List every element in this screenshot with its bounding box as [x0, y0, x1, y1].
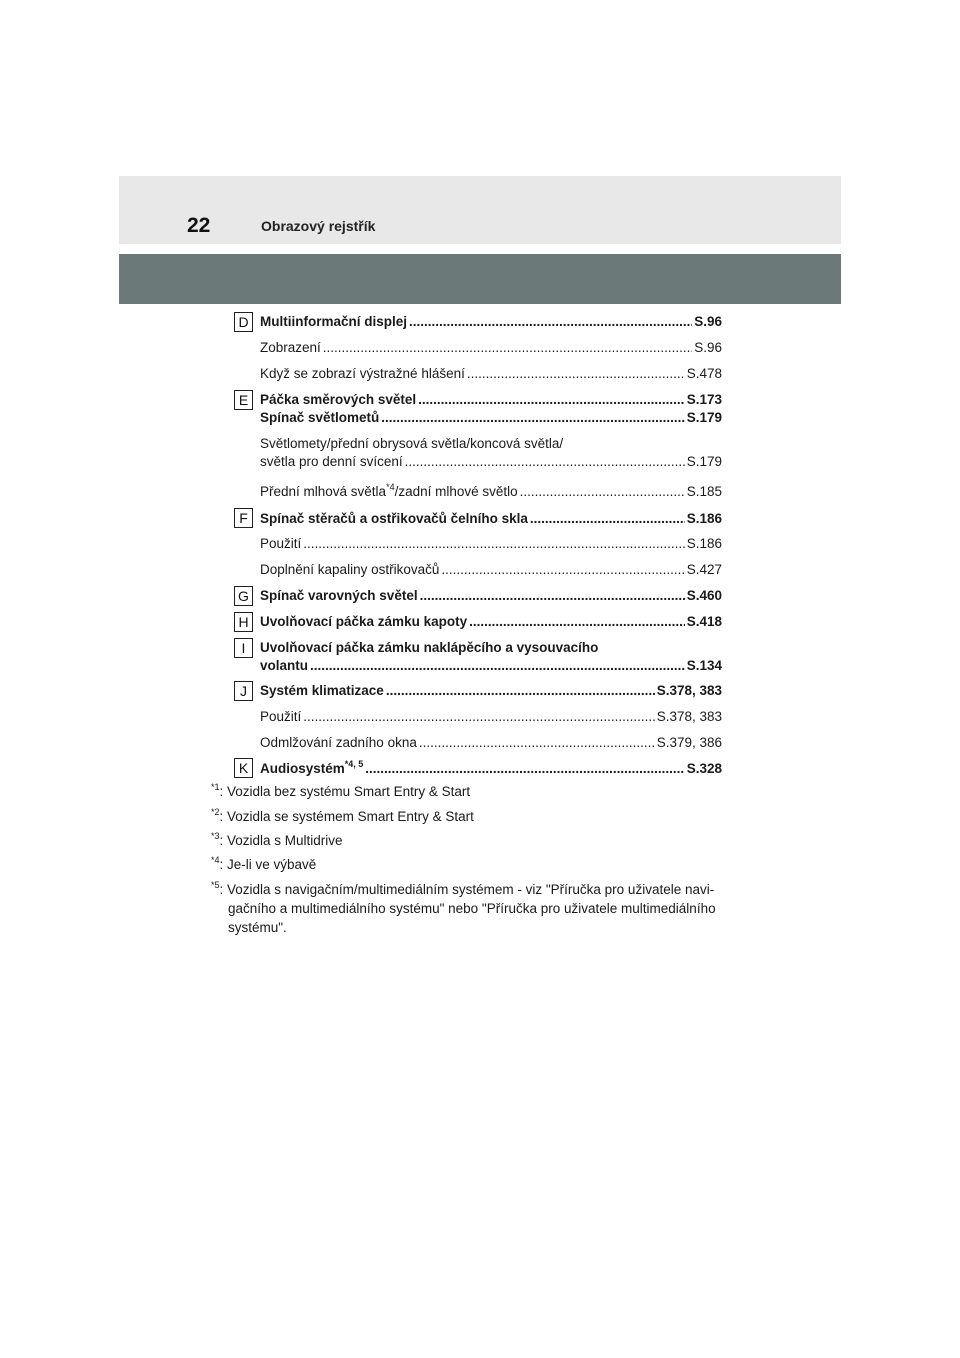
entry-title: Doplnění kapaliny ostřikovačů	[260, 562, 440, 577]
section-letter-g: G	[234, 586, 253, 606]
entry-page: S.379, 386	[656, 735, 722, 750]
section-letter-k: K	[234, 758, 253, 778]
entry-page: S.186	[686, 511, 722, 526]
entry-title-line1: Uvolňovací páčka zámku naklápěcího a vysouvacího	[260, 640, 599, 655]
section-letter-i: I	[234, 638, 253, 658]
footnote-text-cont: systému".	[228, 920, 287, 935]
index-entry[interactable]	[260, 409, 722, 426]
entry-page: S.186	[686, 536, 722, 551]
index-subentry[interactable]	[260, 435, 722, 470]
entry-title: Audiosystém	[260, 761, 345, 776]
entry-title: Přední mlhová světla	[260, 484, 387, 499]
footnote-mark: *5	[211, 879, 220, 890]
index-entry[interactable]	[260, 639, 722, 674]
entry-title: Odmlžování zadního okna	[260, 735, 417, 750]
entry-title: Multiinformační displej	[260, 314, 408, 329]
entry-title: Zobrazení	[260, 340, 321, 355]
entry-title-line1: Světlomety/přední obrysová světla/koncová světla/	[260, 436, 564, 451]
index-subentry[interactable]	[260, 365, 722, 382]
entry-page: S.173	[686, 392, 722, 407]
index-subentry[interactable]	[260, 535, 722, 552]
footnote	[211, 782, 771, 801]
entry-page: S.427	[686, 562, 722, 577]
index-entry[interactable]	[260, 613, 722, 630]
entry-page: S.328	[686, 761, 722, 776]
entry-title: volantu	[260, 658, 309, 673]
page-header	[119, 176, 841, 244]
entry-title: Spínač stěračů a ostřikovačů čelního skla	[260, 511, 528, 526]
index-subentry[interactable]	[260, 734, 722, 751]
entry-page: S.185	[686, 484, 722, 499]
entry-title: Použití	[260, 536, 302, 551]
footnote-text: : Vozidla bez systému Smart Entry & Start	[219, 784, 471, 799]
entry-page: S.478	[686, 366, 722, 381]
index-subentry[interactable]	[260, 339, 722, 356]
index-entry[interactable]	[260, 587, 722, 604]
footnote-mark: *1	[211, 781, 220, 792]
entry-title: Použití	[260, 709, 302, 724]
entry-page: S.96	[694, 314, 722, 329]
section-letter-j: J	[234, 681, 253, 701]
index-subentry[interactable]	[260, 483, 722, 500]
index-entry[interactable]	[260, 313, 722, 330]
entry-title: světla pro denní svícení	[260, 454, 403, 469]
page-number: 22	[187, 214, 211, 237]
footnote-mark: *2	[211, 806, 220, 817]
index-entry[interactable]	[260, 510, 722, 527]
index-subentry[interactable]	[260, 561, 722, 578]
entry-title: Spínač světlometů	[260, 410, 380, 425]
footnote	[211, 855, 771, 874]
footnote-text: : Vozidla s navigačním/multimediálním systémem - viz "Příručka pro uživatele navi-	[219, 882, 715, 897]
entry-title: Uvolňovací páčka zámku kapoty	[260, 614, 468, 629]
chapter-title: Obrazový rejstřík	[261, 218, 376, 234]
footnote-ref: *4, 5	[344, 758, 364, 769]
entry-title: Páčka směrových světel	[260, 392, 417, 407]
footnote	[211, 831, 771, 850]
entry-page: S.96	[694, 340, 722, 355]
footnote-text-cont: gačního a multimediálního systému" nebo "Příručka pro uživatele multimediálního	[228, 901, 716, 916]
entry-title: Když se zobrazí výstražné hlášení	[260, 366, 465, 381]
footnote-text: : Vozidla se systémem Smart Entry & Start	[219, 809, 474, 824]
footnote-mark: *3	[211, 830, 220, 841]
entry-page: S.179	[686, 454, 722, 469]
section-letter-h: H	[234, 612, 253, 632]
entry-title: Systém klimatizace	[260, 683, 384, 698]
index-entry[interactable]	[260, 682, 722, 699]
footnote-mark: *4	[211, 854, 220, 865]
section-letter-f: F	[234, 508, 253, 528]
entry-page: S.179	[686, 410, 722, 425]
entry-page: S.134	[686, 658, 722, 673]
index-entry[interactable]	[260, 391, 722, 408]
entry-page: S.378, 383	[656, 683, 722, 698]
footnote	[211, 880, 771, 937]
section-letter-e: E	[234, 390, 253, 410]
entry-page: S.460	[686, 588, 722, 603]
footnote-ref: *4	[386, 481, 395, 492]
header-band	[119, 254, 841, 304]
entry-title-cont: /zadní mlhové světlo	[394, 484, 518, 499]
footnote-text: : Je-li ve výbavě	[219, 857, 317, 872]
entry-page: S.418	[686, 614, 722, 629]
footnote	[211, 807, 771, 826]
index-subentry[interactable]	[260, 708, 722, 725]
entry-page: S.378, 383	[656, 709, 722, 724]
section-letter-d: D	[234, 312, 253, 332]
index-entry[interactable]	[260, 760, 722, 777]
entry-title: Spínač varovných světel	[260, 588, 418, 603]
footnote-text: : Vozidla s Multidrive	[219, 833, 343, 848]
